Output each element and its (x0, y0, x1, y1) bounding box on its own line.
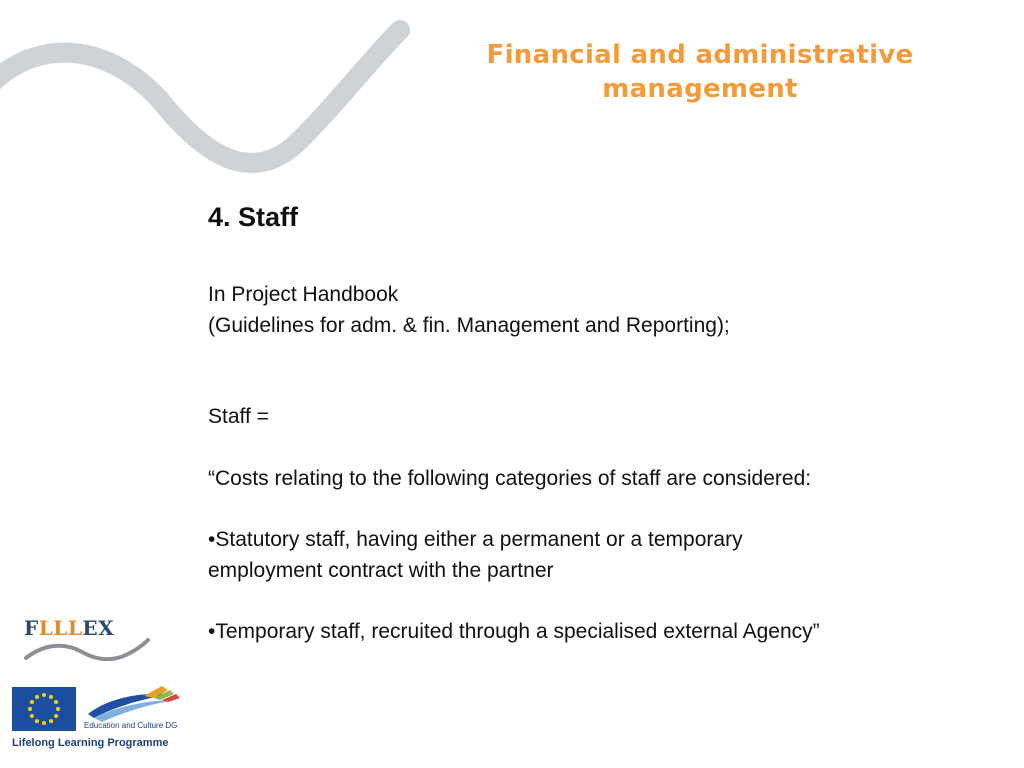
slide-body (208, 198, 988, 648)
flllex-logo (24, 616, 164, 666)
slide-title (430, 38, 970, 106)
flllex-logo-f: F (24, 616, 39, 640)
reference-line: In Project Handbook (208, 283, 399, 306)
slide-title-line1: Financial and administrative (486, 40, 914, 70)
programme-label: Lifelong Learning Programme (12, 737, 169, 749)
bullet-statutory-staff-cont: employment contract with the partner (208, 558, 554, 582)
bullet-temporary-staff: •Temporary staff, recruited through a specialised external Agency” (208, 620, 820, 643)
eu-flag-icon (12, 687, 76, 731)
flllex-logo-ex: EX (82, 616, 115, 640)
flllex-logo-lll: LLL (38, 616, 83, 640)
flllex-swoosh-icon (24, 636, 154, 666)
decorative-swoosh (0, 0, 420, 200)
education-culture-label: Education and Culture DG (84, 721, 178, 730)
bullet-statutory-staff: •Statutory staff, having either a permanent or a temporary (208, 528, 743, 551)
quote-intro: “Costs relating to the following categories of staff are considered: (208, 466, 812, 490)
definition-label: Staff = (208, 405, 269, 428)
slide-title-line2: management (602, 74, 798, 104)
section-heading: 4. Staff (208, 202, 299, 232)
reference-subtitle: (Guidelines for adm. & fin. Management and Reporting); (208, 313, 730, 337)
